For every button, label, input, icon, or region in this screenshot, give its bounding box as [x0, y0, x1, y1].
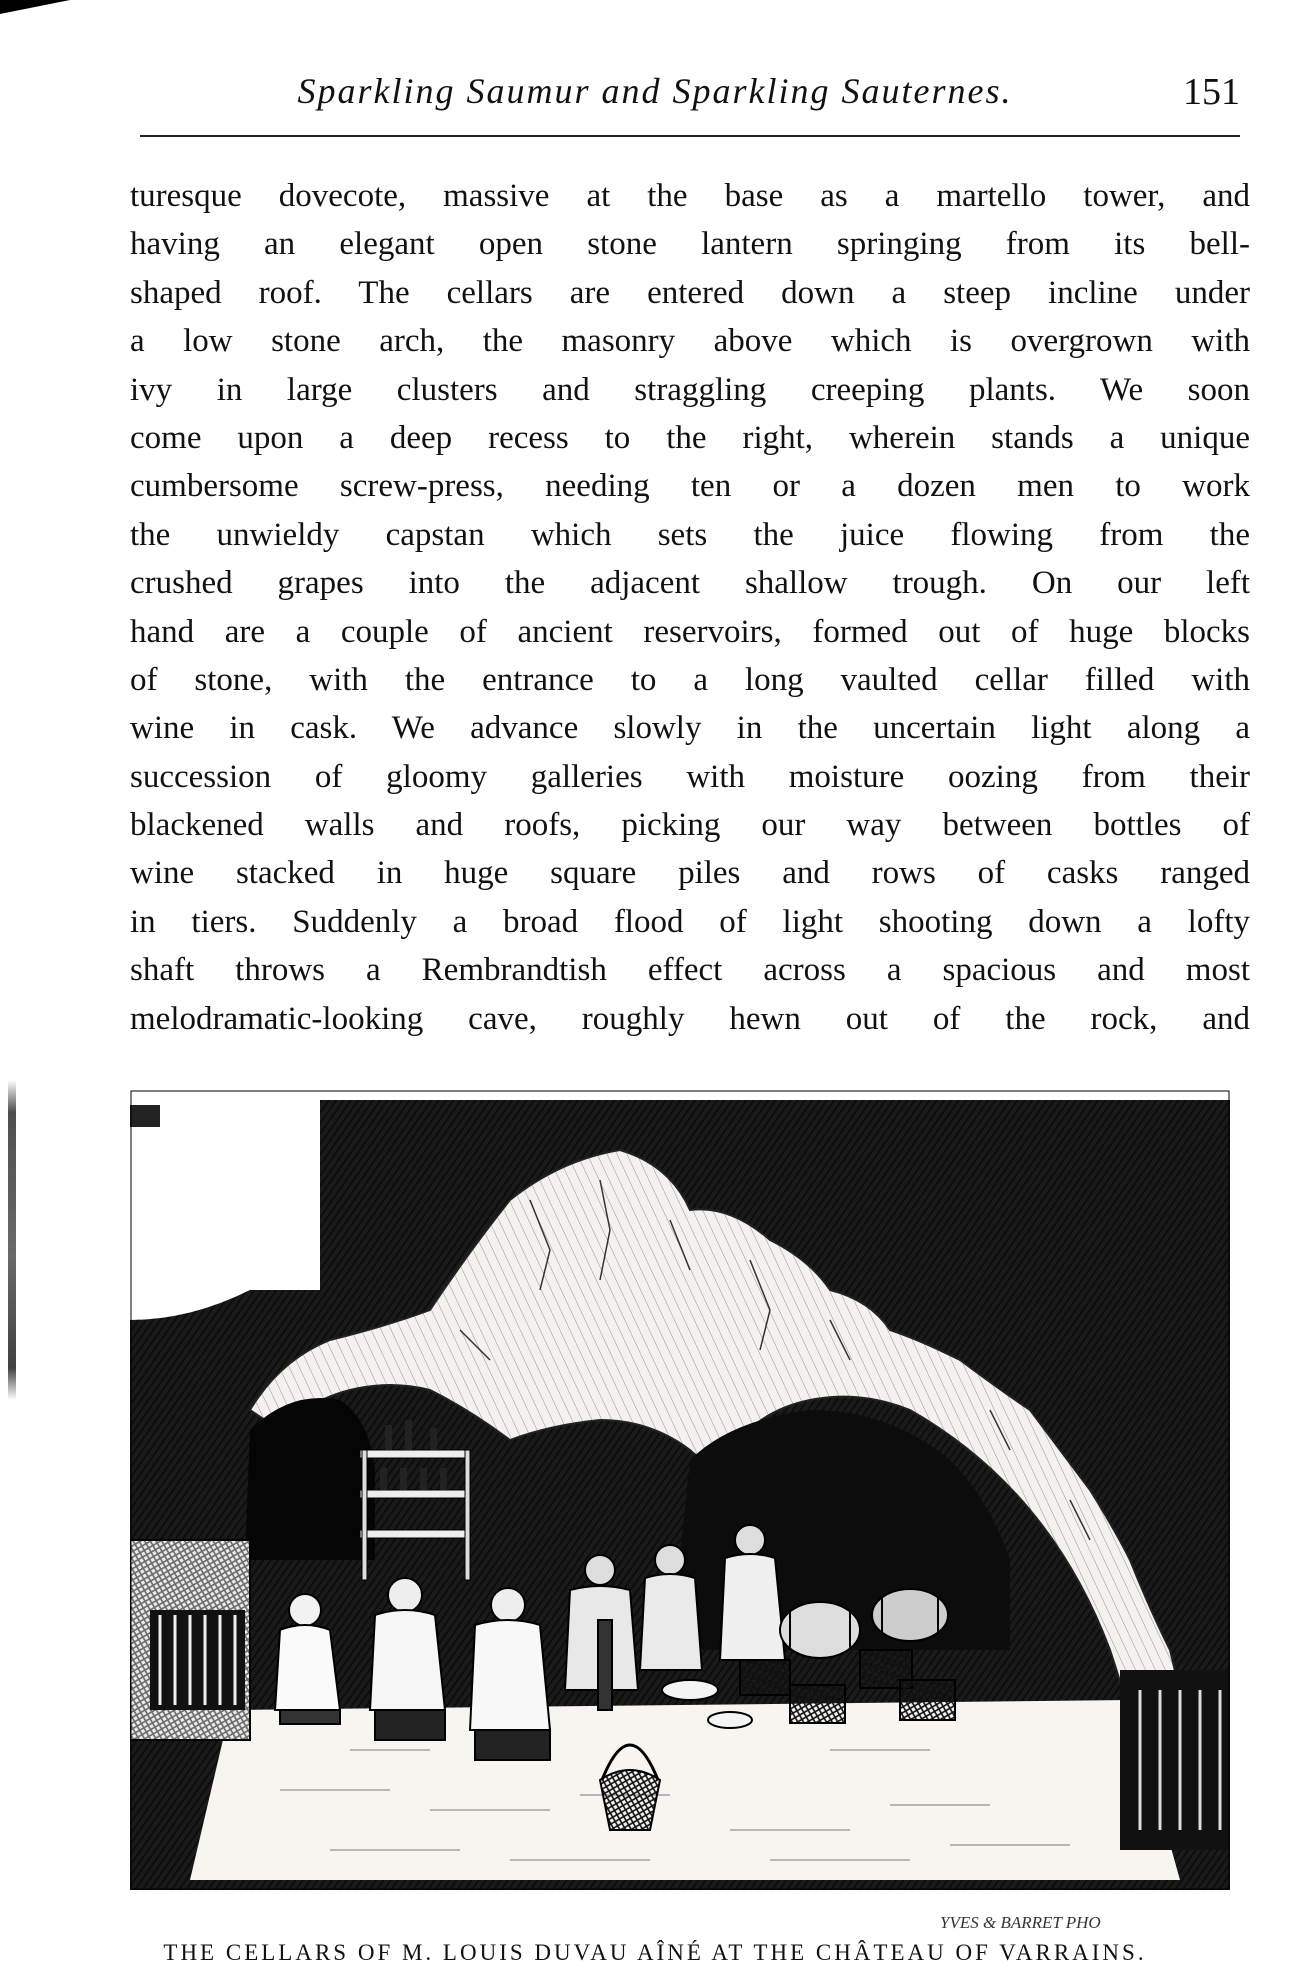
text-line: come upon a deep recess to the right, wherein stands a unique — [130, 419, 1250, 456]
engraving-illustration — [130, 1090, 1230, 1890]
corner-scan-mark — [0, 0, 70, 14]
text-line: hand are a couple of ancient reservoirs, formed out of huge blocks — [130, 613, 1250, 650]
text-line: cumbersome screw-press, needing ten or a dozen men to work — [130, 468, 1250, 505]
page-header — [0, 70, 1310, 120]
text-line: succession of gloomy galleries with moisture oozing from their — [130, 758, 1250, 795]
left-archway — [245, 1398, 375, 1560]
text-line: crushed grapes into the adjacent shallow trough. On our left — [130, 565, 1250, 602]
text-line: shaft throws a Rembrandtish effect across a spacious and most — [130, 952, 1250, 989]
wine-cask — [780, 1602, 860, 1658]
wine-cask — [872, 1589, 948, 1641]
text-line: ivy in large clusters and straggling creeping plants. We soon — [130, 371, 1250, 408]
text-line: a low stone arch, the masonry above which is overgrown with — [130, 323, 1250, 360]
text-line: the unwieldy capstan which sets the juice flowing from the — [130, 516, 1250, 553]
text-line: in tiers. Suddenly a broad flood of light shooting down a lofty — [130, 903, 1250, 940]
running-title: Sparkling Saumur and Sparkling Sauternes. — [297, 71, 1013, 111]
text-line: having an elegant open stone lantern springing from its bell- — [130, 226, 1250, 263]
text-line: blackened walls and roofs, picking our way between bottles of — [130, 807, 1250, 844]
text-line: of stone, with the entrance to a long vaulted cellar filled with — [130, 661, 1250, 698]
page-number: 151 — [1183, 71, 1240, 113]
text-line: turesque dovecote, massive at the base as a martello tower, and — [130, 178, 1250, 214]
text-line: wine in cask. We advance slowly in the uncertain light along a — [130, 710, 1250, 747]
left-bottle-rack — [130, 1540, 250, 1740]
wicker-basket — [900, 1680, 955, 1720]
engraver-signature: YVES & BARRET PHO — [940, 1913, 1101, 1932]
wicker-basket — [740, 1660, 790, 1695]
figure-caption: THE CELLARS OF M. LOUIS DUVAU AÎNÉ AT THE CHÂTEAU OF VARRAINS. — [163, 1940, 1147, 1965]
scan-speck — [130, 1105, 160, 1127]
header-rule — [140, 135, 1240, 137]
text-line: wine stacked in huge square piles and rows of casks ranged — [130, 855, 1250, 892]
body-text — [130, 172, 1250, 1043]
wicker-basket — [790, 1685, 845, 1723]
text-line: shaped roof. The cellars are entered down a steep incline under — [130, 274, 1250, 311]
right-bottle-rack — [1120, 1670, 1230, 1850]
cellar-engraving — [130, 1090, 1230, 1890]
text-line: melodramatic-looking cave, roughly hewn out of the rock, and — [130, 1000, 1250, 1037]
scan-edge-shadow — [8, 1080, 16, 1400]
